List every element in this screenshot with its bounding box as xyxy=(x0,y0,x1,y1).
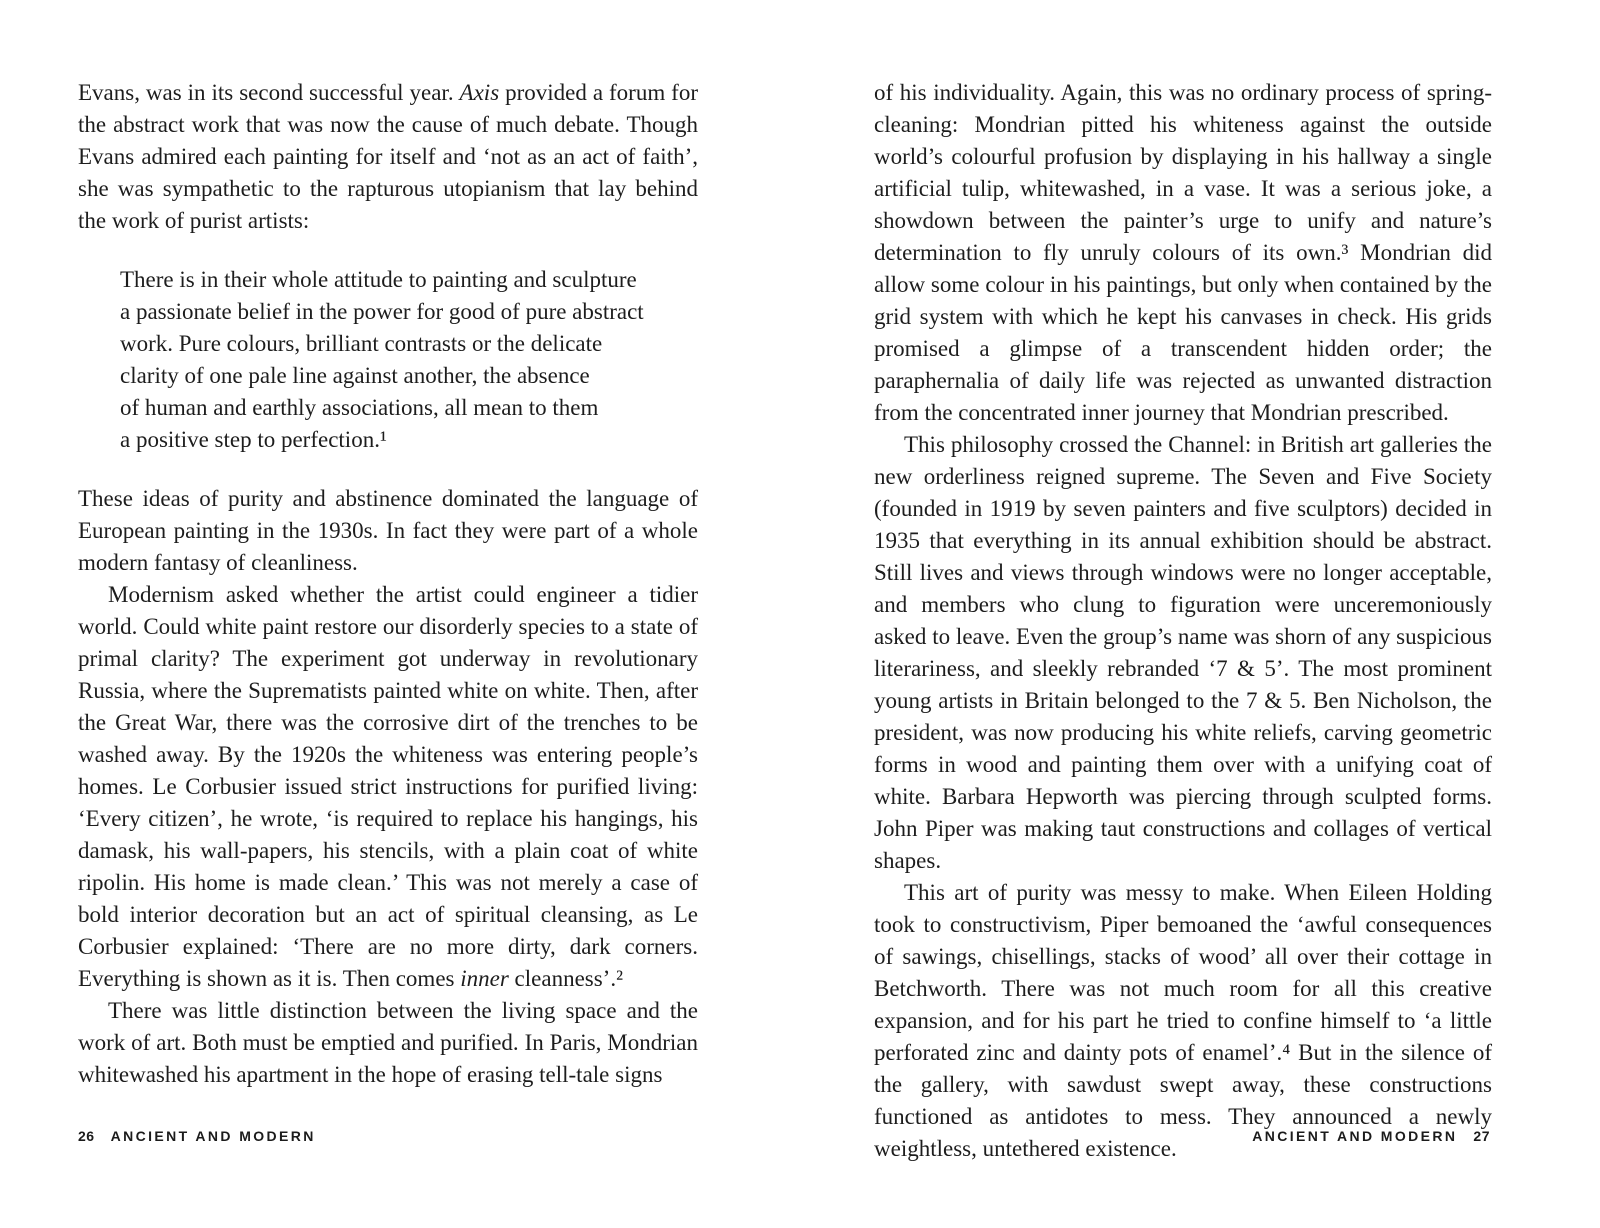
left-page xyxy=(78,77,698,1091)
paragraph: These ideas of purity and abstinence dominated the language of European painting in the 1930s. In fact they were part of a whole modern fantasy of cleanliness. xyxy=(78,486,698,575)
left-page-number: 26 xyxy=(78,1128,95,1144)
paragraph: This philosophy crossed the Channel: in British art galleries the new orderliness reigned supreme. The Seven and Five Society (founded in 1919 by seven painters and five sculptors) decided in 1935 that everything in its annual exhibition should be abstract. Still lives and views through windows were no longer acceptable, and members who clung to figuration were unceremoniously asked to leave. Even the group’s name was shorn of any suspicious literariness, and sleekly rebranded ‘7 & 5’. The most prominent young artists in Britain belonged to the 7 & 5. Ben Nicholson, the president, was now producing his white reliefs, carving geometric forms in wood and painting them over with a unifying coat of white. Barbara Hepworth was piercing through sculpted forms. John Piper was making taut constructions and collages of vertical shapes. xyxy=(874,432,1492,873)
right-page-text xyxy=(874,77,1492,1165)
right-running-head: ANCIENT AND MODERN xyxy=(1252,1128,1458,1144)
paragraph: There was little distinction between the living space and the work of art. Both must be emptied and purified. In Paris, Mondrian whitewashed his apartment in the hope of erasing tell-tale signs xyxy=(78,998,698,1087)
paragraph: Modernism asked whether the artist could engineer a tidier world. Could white paint restore our disorderly species to a state of primal clarity? The experiment got underway in revolutionary Russia, where the Suprematists painted white on white. Then, after the Great War, there was the corrosive dirt of the trenches to be washed away. By the 1920s the whiteness was entering people’s homes. Le Corbusier issued strict instructions for purified living: ‘Every citizen’, he wrote, ‘is required to replace his hangings, his damask, his wall-papers, his stencils, with a plain coat of white ripolin. His home is made clean.’ This was not merely a case of bold interior decoration but an act of spiritual cleansing, as Le Corbusier explained: ‘There are no more dirty, dark corners. Everything is shown as it is. Then comes inner cleanness’.² xyxy=(78,582,698,991)
block-quote: There is in their whole attitude to painting and sculpture a passionate belief in the power for good of pure abstract work. Pure colours, brilliant contrasts or the delicate clarity of one pale line against another, the absence of human and earthly associations, all mean to them a positive step to perfection.¹ xyxy=(120,267,644,452)
left-page-footer xyxy=(78,1128,316,1144)
left-page-text xyxy=(78,77,698,1091)
right-page xyxy=(874,77,1492,1165)
paragraph: of his individuality. Again, this was no ordinary process of spring-cleaning: Mondrian pitted his whiteness against the outside world’s colourful profusion by displaying in his hallway a single artificial tulip, whitewashed, in a vase. It was a serious joke, a showdown between the painter’s urge to unify and nature’s determination to fly unruly colours of its own.³ Mondrian did allow some colour in his paintings, but only when contained by the grid system with which he kept his canvases in check. His grids promised a glimpse of a transcendent hidden order; the paraphernalia of daily life was rejected as unwanted distraction from the concentrated inner journey that Mondrian prescribed. xyxy=(874,80,1492,425)
right-page-footer xyxy=(1252,1128,1490,1144)
left-running-head: ANCIENT AND MODERN xyxy=(110,1128,316,1144)
right-page-number: 27 xyxy=(1473,1128,1490,1144)
paragraph: Evans, was in its second successful year. Axis provided a forum for the abstract work that was now the cause of much debate. Though Evans admired each painting for itself and ‘not as an act of faith’, she was sympathetic to the rapturous utopianism that lay behind the work of purist artists: xyxy=(78,80,698,233)
paragraph: This art of purity was messy to make. When Eileen Holding took to constructivism, Piper bemoaned the ‘awful consequences of sawings, chisellings, stacks of wood’ all over their cottage in Betchworth. There was not much room for all this creative expansion, and for his part he tried to confine himself to ‘a little perforated zinc and dainty pots of enamel’.⁴ But in the silence of the gallery, with sawdust swept away, these constructions functioned as antidotes to mess. They announced a newly weightless, untethered existence. xyxy=(874,880,1492,1161)
